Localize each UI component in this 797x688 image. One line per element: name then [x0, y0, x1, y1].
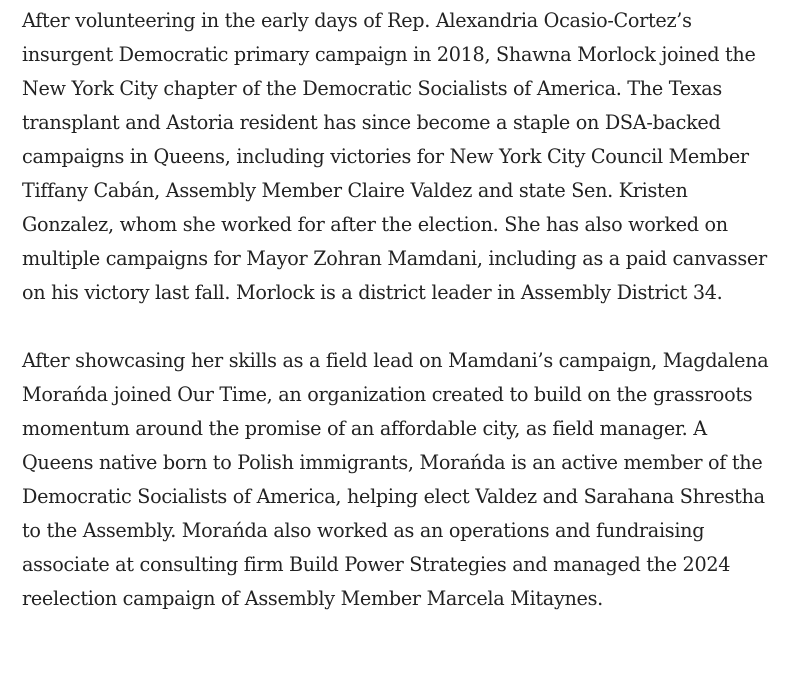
article-body: [22, 4, 782, 650]
paragraph-magdalena-moranda: After showcasing her skills as a field lead on Mamdani’s campaign, Magdalena Morańda joined Our Time, an organization created to build on the grassroots momentum around the promise of an affordable city, as field manager. A Queens native born to Polish immigrants, Morańda is an active member of the Democratic Socialists of America, helping elect Valdez and Sarahana Shrestha to the Assembly. Morańda also worked as an operations and fundraising associate at consulting firm Build Power Strategies and managed the 2024 reelection campaign of Assembly Member Marcela Mitaynes.: [22, 349, 769, 610]
paragraph-shawna-morlock: After volunteering in the early days of Rep. Alexandria Ocasio-Cortez’s insurgent Democratic primary campaign in 2018, Shawna Morlock joined the New York City chapter of the Democratic Socialists of America. The Texas transplant and Astoria resident has since become a staple on DSA-backed campaigns in Queens, including victories for New York City Council Member Tiffany Cabán, Assembly Member Claire Valdez and state Sen. Kristen Gonzalez, whom she worked for after the election. She has also worked on multiple campaigns for Mayor Zohran Mamdani, including as a paid canvasser on his victory last fall. Morlock is a district leader in Assembly District 34.: [22, 9, 767, 304]
